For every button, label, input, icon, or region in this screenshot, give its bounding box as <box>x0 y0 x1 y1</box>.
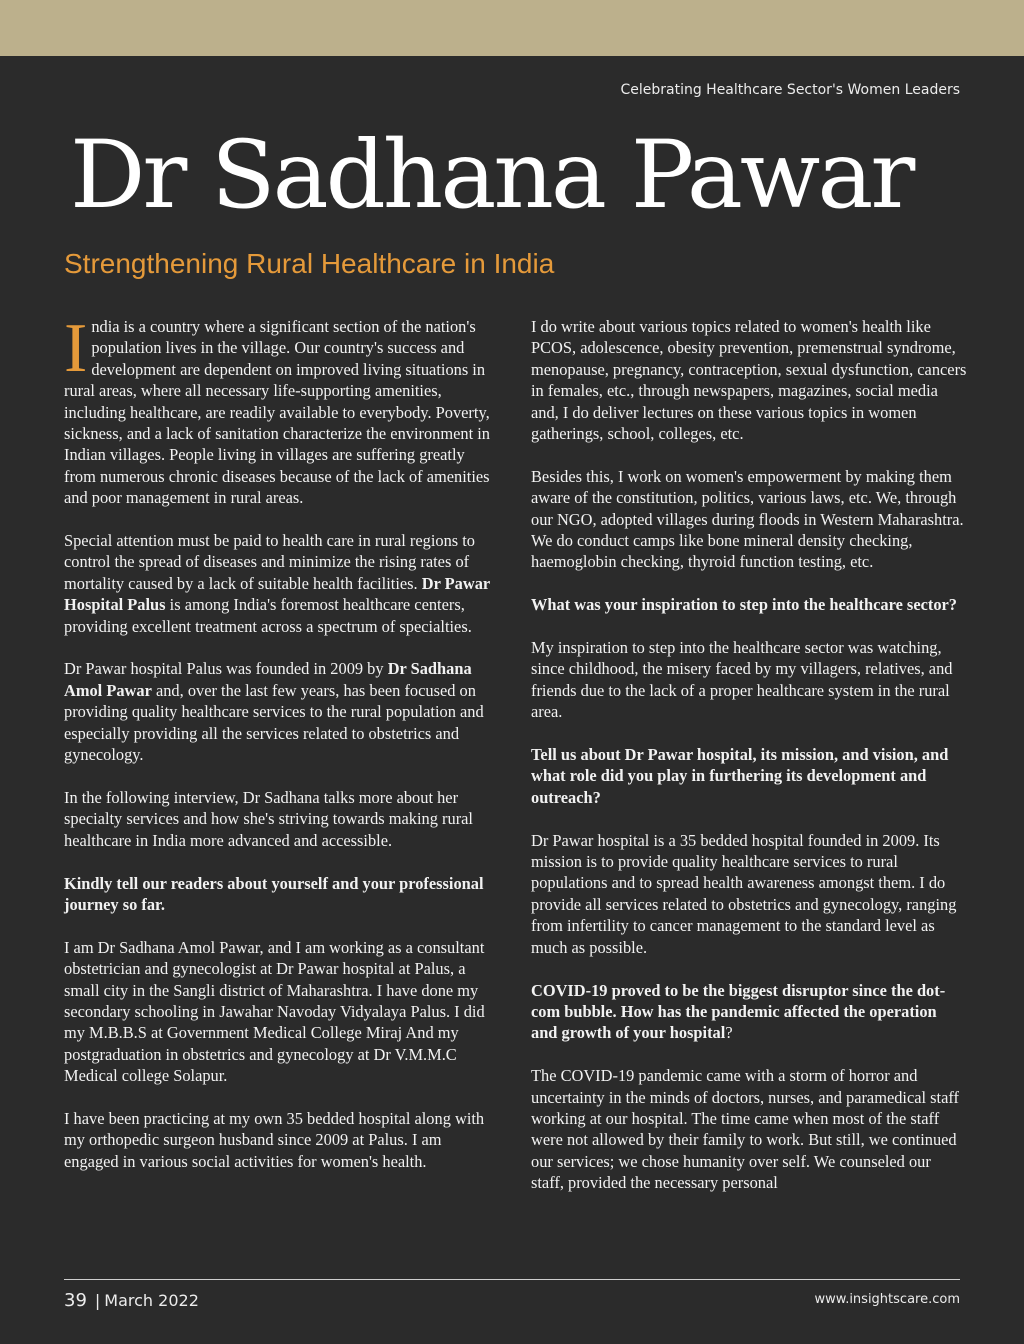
answer-4: The COVID-19 pandemic came with a storm of horror and uncertainty in the minds of doctors, nurses, and paramedical staff working at our hospital. The time came when most of the staff were not allowed by their family to work. But still, we continued our services; we chose humanity over self. We counseled our staff, provided the necessary personal <box>531 1066 960 1193</box>
footer-divider <box>64 1279 960 1280</box>
paragraph-empowerment: Besides this, I work on women's empowerment by making them aware of the constitution, politics, various laws, etc. We, through our NGO, adopted villages during floods in Western Maharashtra. We do conduct camps like bone mineral density checking, haemoglobin checking, thyroid function testing, etc. <box>531 466 964 572</box>
answer-1-continued: I have been practicing at my own 35 bedded hospital along with my orthopedic surgeon husband since 2009 at Palus. I am engaged in various social activities for women's health. <box>64 1108 485 1171</box>
paragraph-text: Dr Pawar hospital Palus was founded in 2009 by <box>64 659 388 679</box>
paragraph-writing: I do write about various topics related to women's health like PCOS, adolescence, obesity prevention, premenstrual syndrome, menopause, pregnancy, contraception, sexual dysfunction, cancers in females, etc., through newspapers, magazines, social media and, I do deliver lectures on these various topics in women gatherings, school, colleges, etc. <box>531 317 967 444</box>
paragraph-rural-care <box>64 530 500 637</box>
paragraph-interview-intro: In the following interview, Dr Sadhana talks more about her specialty services and how she's striving towards making rural healthcare in India more advanced and accessible. <box>64 787 473 850</box>
question-text: Kindly tell our readers about yourself and your professional journey so far. <box>64 873 484 914</box>
question-text: What was your inspiration to step into the healthcare sector? <box>531 595 957 615</box>
website-url: www.insightscare.com <box>814 1292 960 1307</box>
question-text: Tell us about Dr Pawar hospital, its mission, and vision, and what role did you play in furthering its development and outreach? <box>531 745 949 807</box>
article-title: Dr Sadhana Pawar <box>70 121 913 230</box>
question-2 <box>531 594 967 615</box>
paragraph-text: Special attention must be paid to health care in rural regions to control the spread of diseases and minimize the rising rates of mortality caused by a lack of suitable health facilities. <box>64 531 476 593</box>
paragraph-text: and, over the last few years, has been focused on providing quality healthcare services to the rural population and especially providing all the services related to obstetrics and gynecology. <box>64 680 484 765</box>
footer-separator: | <box>94 1291 101 1310</box>
article-subtitle: Strengthening Rural Healthcare in India <box>64 248 555 279</box>
hospital-name-bold: Dr Pawar Hospital Palus <box>64 573 490 615</box>
question-3 <box>531 744 967 808</box>
answer-2: My inspiration to step into the healthcare sector was watching, since childhood, the misery faced by my villagers, relatives, and friends due to the lack of a proper healthcare system in the rural area. <box>531 638 953 722</box>
drop-cap: I <box>64 310 88 387</box>
question-1 <box>64 873 500 916</box>
footer-page-info <box>64 1290 199 1311</box>
answer-1: I am Dr Sadhana Amol Pawar, and I am working as a consultant obstetrician and gynecologist at Dr Pawar hospital at Palus, a small city in the Sangli district of Maharashtra. I have done my secondary schooling in Jawahar Navoday Vidyalaya Palus. I did my M.B.B.S at Government Medical College Miraj And my postgraduation in obstetrics and gynecology at Dr V.M.M.C Medical college Solapur. <box>64 937 485 1086</box>
answer-3: Dr Pawar hospital is a 35 bedded hospital founded in 2009. Its mission is to provide quality healthcare services to rural populations and to spread health awareness amongst them. I do provide all services related to obstetrics and gynecology, ranging from infertility to cancer management to the standard level as much as possible. <box>531 830 957 957</box>
page-number: 39 <box>64 1290 87 1311</box>
question-mark: ? <box>725 1023 733 1043</box>
founder-name-bold: Dr Sadhana Amol Pawar <box>64 659 472 700</box>
header-tagline: Celebrating Healthcare Sector's Women Leaders <box>620 82 960 98</box>
question-text: COVID-19 proved to be the biggest disruptor since the dot-com bubble. How has the pandemic affected the operation and growth of your hospital <box>531 980 946 1043</box>
right-column <box>531 316 967 1194</box>
paragraph-founding <box>64 658 500 765</box>
question-4 <box>531 980 967 1044</box>
left-column <box>64 310 500 1172</box>
issue-date: March 2022 <box>104 1291 199 1310</box>
top-color-band <box>0 0 1024 56</box>
paragraph-text: is among India's foremost healthcare centers, providing excellent treatment across a spectrum of specialties. <box>64 595 472 636</box>
intro-text: ndia is a country where a significant section of the nation's population lives in the village. Our country's success and development are dependent on improved living situations in rural areas, where all necessary life-supporting amenities, including healthcare, are readily available to everybody. Poverty, sickness, and a lack of sanitation characterize the environment in Indian villages. People living in villages are suffering greatly from numerous chronic diseases because of the lack of amenities and poor management in rural areas. <box>64 317 490 508</box>
intro-paragraph <box>64 310 500 509</box>
